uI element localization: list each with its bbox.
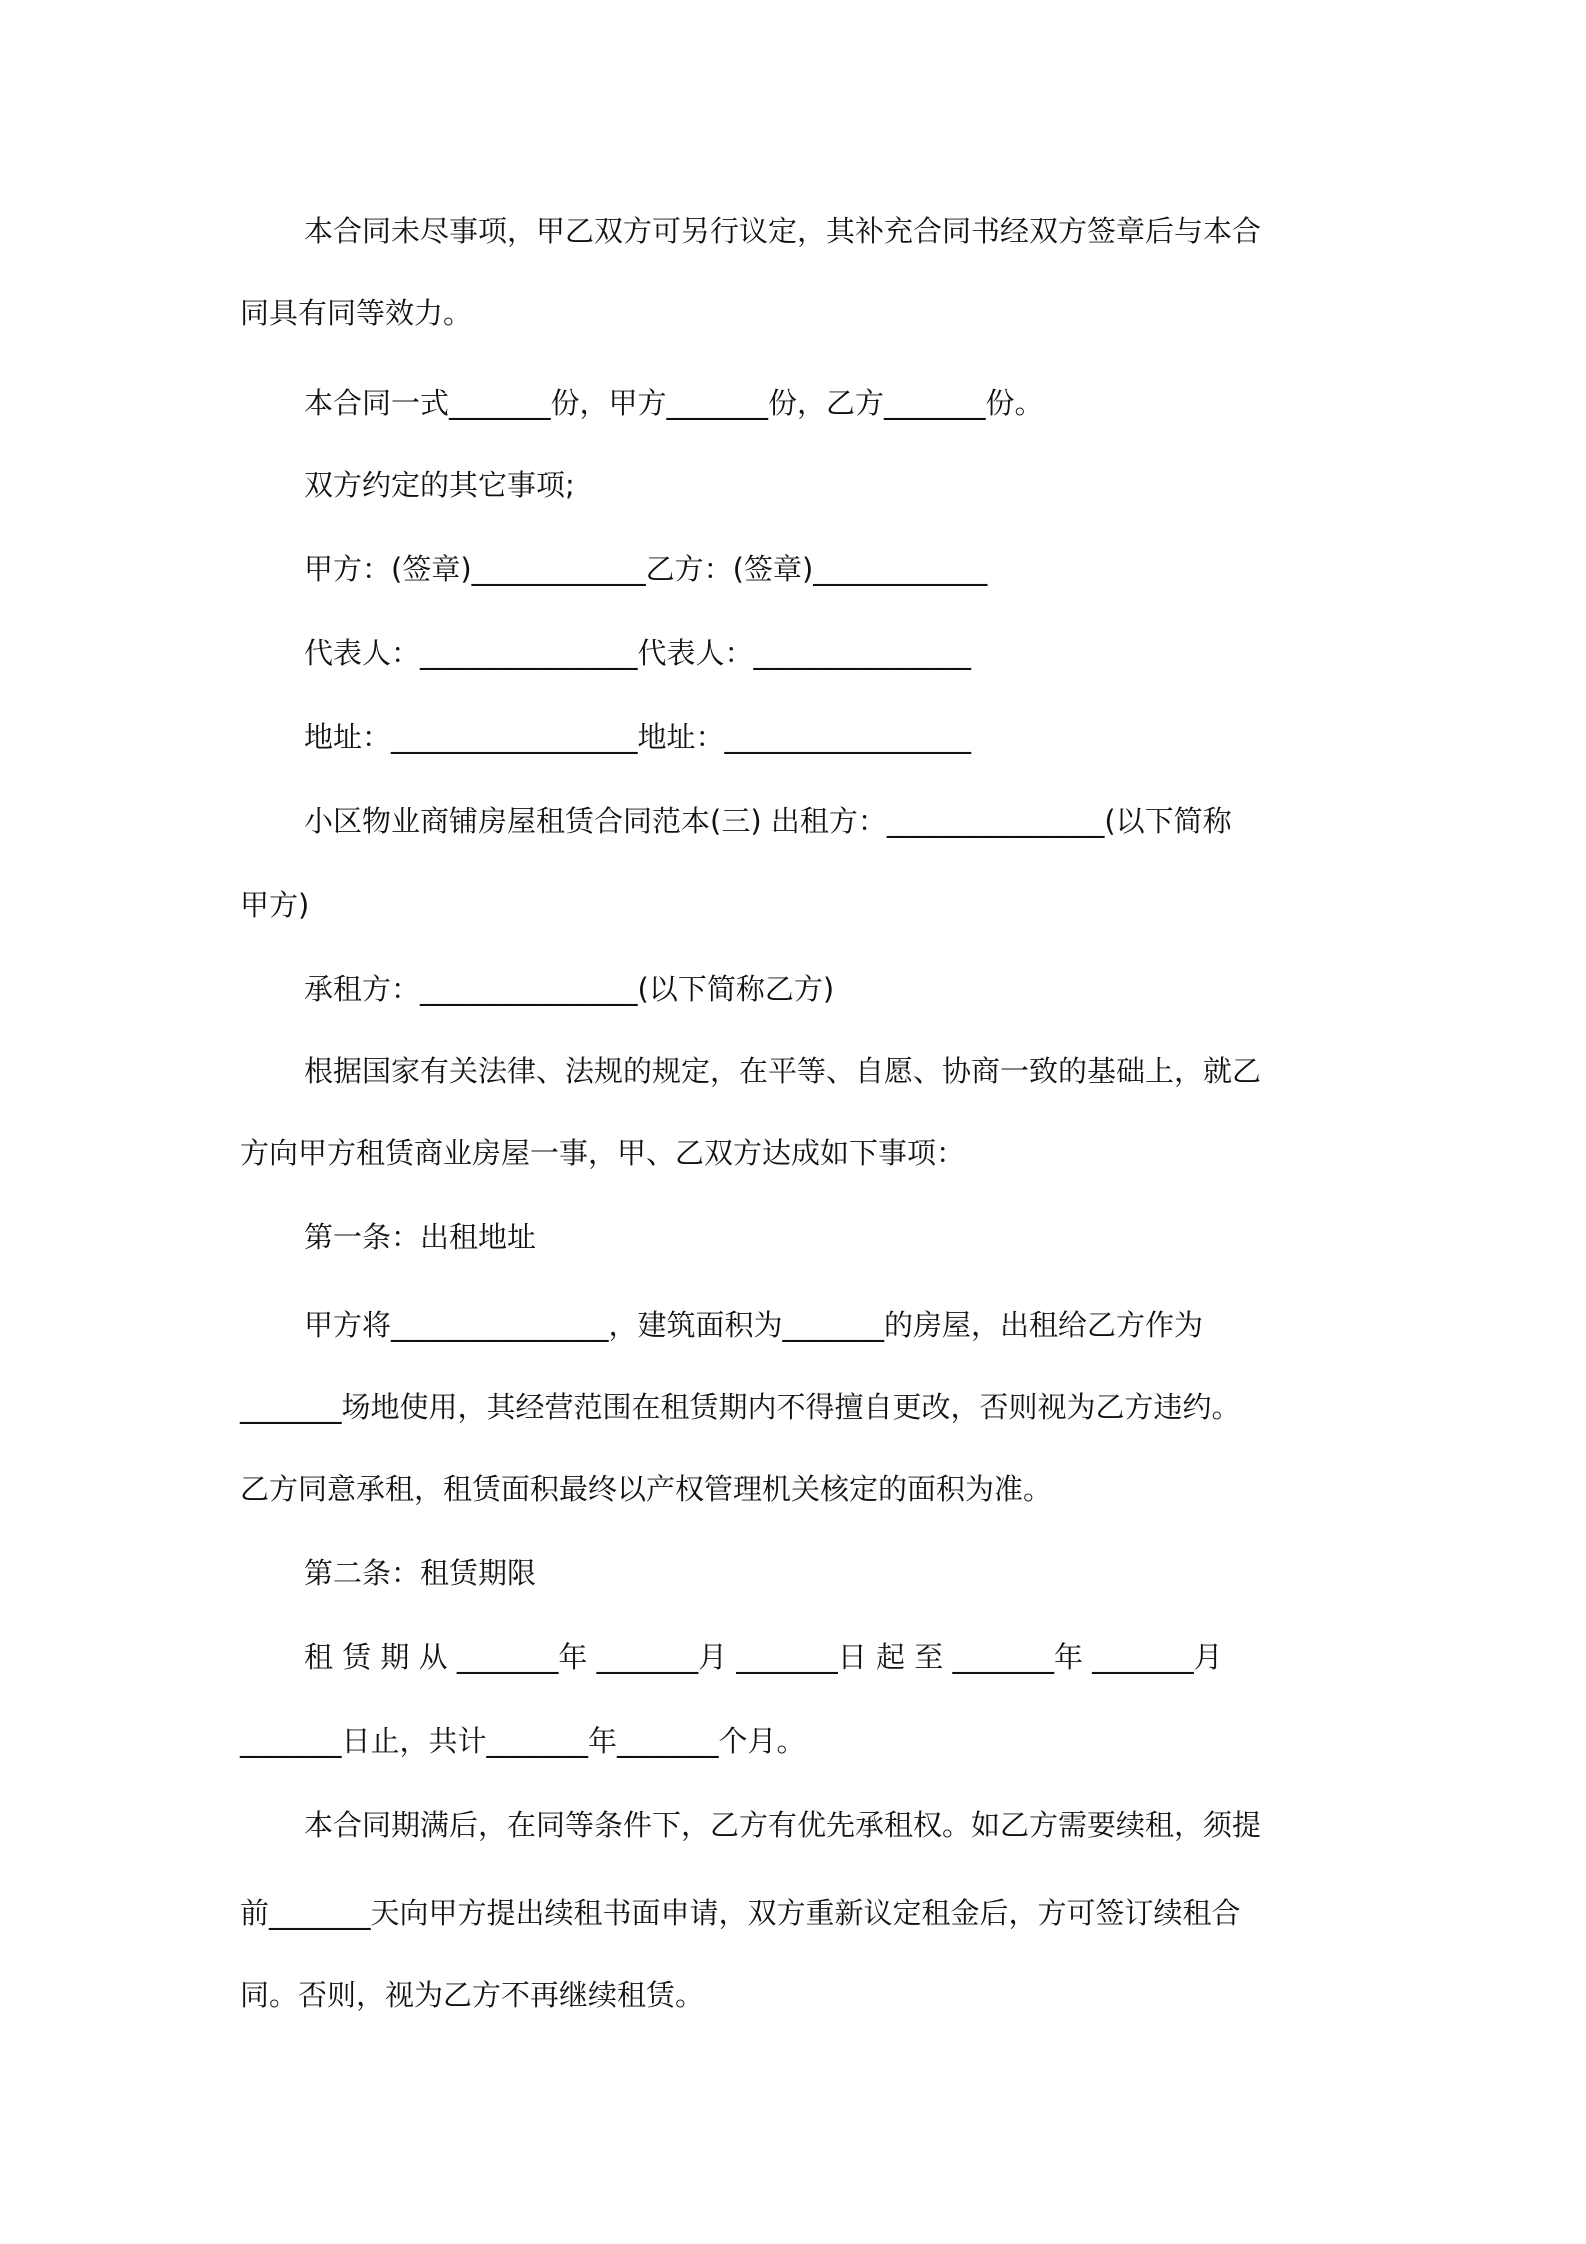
paragraph-lessee: 承租方：_______________(以下简称乙方) — [304, 972, 835, 1006]
article-1-heading: 第一条：出租地址 — [304, 1220, 537, 1254]
article-2-renewal-line3: 同。否则，视为乙方不再继续租赁。 — [240, 1978, 705, 2012]
paragraph-copies: 本合同一式_______份，甲方_______份，乙方_______份。 — [304, 386, 1044, 420]
paragraph-legal-basis-line2: 方向甲方租赁商业房屋一事，甲、乙双方达成如下事项： — [240, 1136, 966, 1170]
article-1-body-line2: _______场地使用，其经营范围在租赁期内不得擅自更改，否则视为乙方违约。 — [240, 1390, 1241, 1424]
paragraph-legal-basis-line1: 根据国家有关法律、法规的规定，在平等、自愿、协商一致的基础上，就乙 — [304, 1054, 1262, 1088]
contract-title-lessor-line2: 甲方) — [240, 888, 310, 922]
contract-title-lessor-line1: 小区物业商铺房屋租赁合同范本(三) 出租方：_______________(以下简称 — [304, 804, 1232, 838]
paragraph-other-matters: 双方约定的其它事项; — [304, 468, 575, 502]
paragraph-supplementary-line2: 同具有同等效力。 — [240, 296, 473, 330]
article-2-term-line1: 租 赁 期 从 _______年 _______月 _______日 起 至 _______年 _______月 — [304, 1640, 1223, 1674]
signature-line-representatives: 代表人：_______________代表人：_______________ — [304, 636, 972, 670]
article-2-term-line2: _______日止，共计_______年_______个月。 — [240, 1724, 806, 1758]
article-2-renewal-line2: 前_______天向甲方提出续租书面申请，双方重新议定租金后，方可签订续租合 — [240, 1896, 1241, 1930]
signature-line-parties: 甲方：(签章)____________乙方：(签章)____________ — [304, 552, 988, 586]
article-2-heading: 第二条：租赁期限 — [304, 1556, 537, 1590]
signature-line-addresses: 地址：_________________地址：_________________ — [304, 720, 972, 754]
article-2-renewal-line1: 本合同期满后，在同等条件下，乙方有优先承租权。如乙方需要续租，须提 — [304, 1808, 1262, 1842]
article-1-body-line1: 甲方将_______________，建筑面积为_______的房屋，出租给乙方作为 — [304, 1308, 1204, 1342]
article-1-body-line3: 乙方同意承租，租赁面积最终以产权管理机关核定的面积为准。 — [240, 1472, 1053, 1506]
paragraph-supplementary-line1: 本合同未尽事项，甲乙双方可另行议定，其补充合同书经双方签章后与本合 — [304, 214, 1262, 248]
